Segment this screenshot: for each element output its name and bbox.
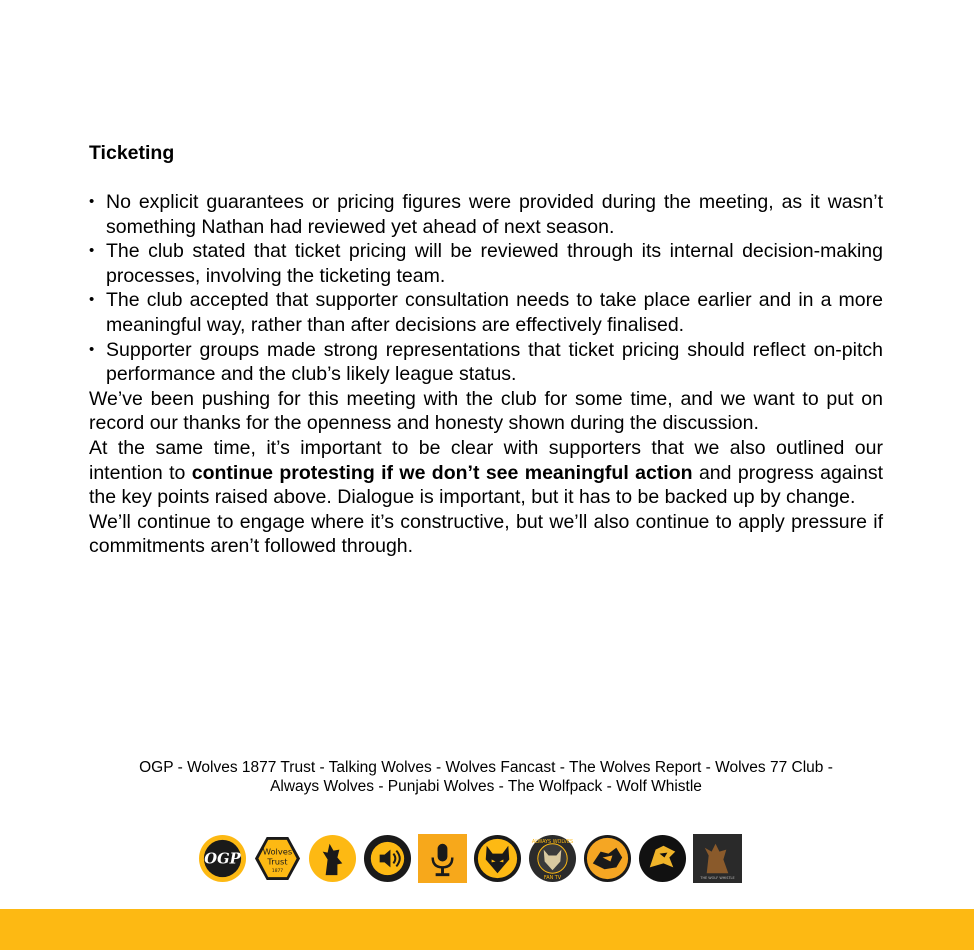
document-body bbox=[89, 140, 883, 559]
bullet-text: The club stated that ticket pricing will be reviewed through its internal decision-making processes, involving the ticketing team. bbox=[106, 240, 883, 287]
wolfpack-logo-icon bbox=[638, 834, 687, 883]
bullet-dot-icon: • bbox=[89, 242, 95, 260]
wolf-whistle-logo-icon bbox=[693, 834, 742, 883]
wolves-report-logo-icon bbox=[418, 834, 467, 883]
protest-emphasis: continue protesting if we don’t see meaningful action bbox=[191, 461, 693, 484]
ticketing-bullet-list bbox=[89, 190, 883, 387]
bullet-item bbox=[89, 190, 883, 239]
supporter-groups-list bbox=[89, 758, 883, 796]
engage-paragraph: We’ll continue to engage where it’s constructive, but we’ll also continue to apply pressure if commitments aren’t followed through. bbox=[89, 510, 883, 558]
bullet-item bbox=[89, 338, 883, 387]
groups-line-2: Always Wolves - Punjabi Wolves - The Wolfpack - Wolf Whistle bbox=[270, 778, 702, 795]
talking-wolves-logo-icon bbox=[308, 834, 357, 883]
ogp-logo-icon bbox=[198, 834, 247, 883]
protest-text-after: and progress against the key points raised above. Dialogue is important, but it has to be backed up by change. bbox=[89, 461, 883, 509]
thanks-paragraph: We’ve been pushing for this meeting with the club for some time, and we want to put on record our thanks for the openness and honesty shown during the discussion. bbox=[89, 387, 883, 435]
bullet-item bbox=[89, 288, 883, 337]
always-wolves-logo-icon bbox=[528, 834, 577, 883]
wolves-77-club-logo-icon bbox=[473, 834, 522, 883]
bullet-text: Supporter groups made strong representations that ticket pricing should reflect on-pitch performance and the club’s likely league status. bbox=[106, 338, 883, 386]
wolves-fancast-logo-icon bbox=[363, 834, 412, 883]
protest-text-before: At the same time, it’s important to be clear with supporters that we also outlined our intention to bbox=[89, 436, 883, 484]
bullet-text: The club accepted that supporter consultation needs to take place earlier and in a more meaningful way, rather than after decisions are effectively finalised. bbox=[106, 289, 883, 336]
svg-text:OGP: OGP bbox=[204, 849, 241, 867]
wolves-trust-logo-icon bbox=[253, 834, 302, 883]
bullet-dot-icon: • bbox=[89, 193, 95, 210]
section-heading: Ticketing bbox=[89, 142, 175, 164]
svg-text:Trust: Trust bbox=[267, 855, 288, 866]
bullet-text: No explicit guarantees or pricing figures were provided during the meeting, as it wasn’t something Nathan had reviewed yet ahead of next season. bbox=[106, 191, 883, 238]
bullet-dot-icon: • bbox=[89, 340, 95, 358]
bullet-dot-icon: • bbox=[89, 291, 95, 309]
bullet-item bbox=[89, 239, 883, 288]
svg-text:FAN TV: FAN TV bbox=[543, 874, 562, 881]
svg-text:1877: 1877 bbox=[271, 868, 284, 874]
groups-line-1: OGP - Wolves 1877 Trust - Talking Wolves - Wolves Fancast - The Wolves Report - Wolves 77 Club - bbox=[139, 759, 833, 776]
svg-text:ALWAYS WOLVES: ALWAYS WOLVES bbox=[531, 838, 574, 845]
svg-text:Wolves: Wolves bbox=[262, 846, 293, 857]
punjabi-wolves-logo-icon bbox=[583, 834, 632, 883]
protest-paragraph bbox=[89, 436, 883, 510]
supporter-logos-row bbox=[198, 833, 742, 883]
svg-text:THE WOLF WHISTLE: THE WOLF WHISTLE bbox=[700, 875, 735, 880]
footer-accent-bar bbox=[0, 909, 974, 950]
